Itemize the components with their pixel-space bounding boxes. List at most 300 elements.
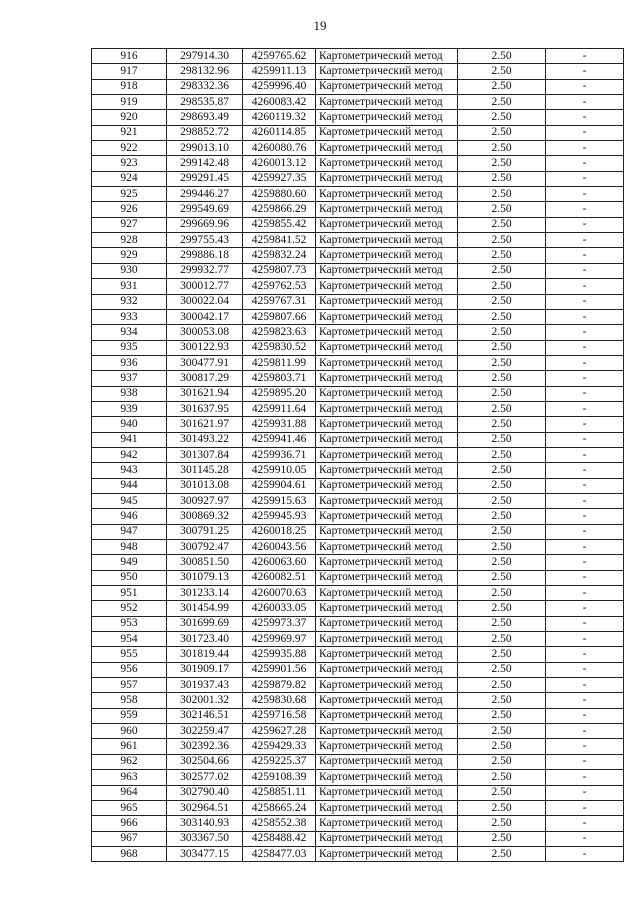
x-coordinate-cell: 299291.45 (167, 171, 243, 186)
table-row (92, 524, 624, 539)
method-cell: Картометрический метод (316, 156, 458, 171)
note-cell: - (546, 693, 624, 708)
y-coordinate-cell: 4259823.63 (243, 325, 316, 340)
y-coordinate-cell: 4259969.97 (243, 632, 316, 647)
point-number-cell: 955 (92, 647, 167, 662)
y-coordinate-cell: 4259945.93 (243, 509, 316, 524)
method-cell: Картометрический метод (316, 632, 458, 647)
x-coordinate-cell: 299013.10 (167, 141, 243, 156)
method-cell: Картометрический метод (316, 816, 458, 831)
accuracy-cell: 2.50 (458, 816, 546, 831)
table-row (92, 371, 624, 386)
table-row (92, 79, 624, 94)
method-cell: Картометрический метод (316, 64, 458, 79)
x-coordinate-cell: 302964.51 (167, 800, 243, 815)
y-coordinate-cell: 4259941.46 (243, 432, 316, 447)
table-row (92, 340, 624, 355)
x-coordinate-cell: 299142.48 (167, 156, 243, 171)
point-number-cell: 940 (92, 417, 167, 432)
accuracy-cell: 2.50 (458, 846, 546, 861)
note-cell: - (546, 125, 624, 140)
method-cell: Картометрический метод (316, 125, 458, 140)
y-coordinate-cell: 4259911.64 (243, 401, 316, 416)
y-coordinate-cell: 4260063.60 (243, 555, 316, 570)
table-row (92, 846, 624, 861)
method-cell: Картометрический метод (316, 95, 458, 110)
table-row (92, 678, 624, 693)
point-number-cell: 936 (92, 355, 167, 370)
note-cell: - (546, 386, 624, 401)
x-coordinate-cell: 299932.77 (167, 263, 243, 278)
point-number-cell: 960 (92, 724, 167, 739)
method-cell: Картометрический метод (316, 355, 458, 370)
note-cell: - (546, 187, 624, 202)
coordinates-table-body (92, 49, 624, 862)
method-cell: Картометрический метод (316, 846, 458, 861)
note-cell: - (546, 785, 624, 800)
method-cell: Картометрический метод (316, 248, 458, 263)
point-number-cell: 949 (92, 555, 167, 570)
x-coordinate-cell: 301819.44 (167, 647, 243, 662)
y-coordinate-cell: 4259973.37 (243, 616, 316, 631)
table-row (92, 509, 624, 524)
note-cell: - (546, 279, 624, 294)
note-cell: - (546, 662, 624, 677)
y-coordinate-cell: 4259807.73 (243, 263, 316, 278)
table-row (92, 141, 624, 156)
x-coordinate-cell: 298693.49 (167, 110, 243, 125)
accuracy-cell: 2.50 (458, 386, 546, 401)
x-coordinate-cell: 300042.17 (167, 309, 243, 324)
table-row (92, 432, 624, 447)
accuracy-cell: 2.50 (458, 79, 546, 94)
y-coordinate-cell: 4259225.37 (243, 754, 316, 769)
note-cell: - (546, 156, 624, 171)
table-row (92, 831, 624, 846)
y-coordinate-cell: 4259108.39 (243, 770, 316, 785)
accuracy-cell: 2.50 (458, 401, 546, 416)
y-coordinate-cell: 4260070.63 (243, 586, 316, 601)
point-number-cell: 944 (92, 478, 167, 493)
accuracy-cell: 2.50 (458, 524, 546, 539)
accuracy-cell: 2.50 (458, 555, 546, 570)
point-number-cell: 956 (92, 662, 167, 677)
accuracy-cell: 2.50 (458, 432, 546, 447)
note-cell: - (546, 432, 624, 447)
x-coordinate-cell: 301699.69 (167, 616, 243, 631)
point-number-cell: 919 (92, 95, 167, 110)
table-row (92, 708, 624, 723)
accuracy-cell: 2.50 (458, 371, 546, 386)
note-cell: - (546, 463, 624, 478)
point-number-cell: 926 (92, 202, 167, 217)
x-coordinate-cell: 301493.22 (167, 432, 243, 447)
method-cell: Картометрический метод (316, 79, 458, 94)
method-cell: Картометрический метод (316, 49, 458, 64)
y-coordinate-cell: 4260033.05 (243, 601, 316, 616)
note-cell: - (546, 309, 624, 324)
y-coordinate-cell: 4259762.53 (243, 279, 316, 294)
point-number-cell: 930 (92, 263, 167, 278)
accuracy-cell: 2.50 (458, 95, 546, 110)
x-coordinate-cell: 303367.50 (167, 831, 243, 846)
y-coordinate-cell: 4259996.40 (243, 79, 316, 94)
y-coordinate-cell: 4260013.12 (243, 156, 316, 171)
note-cell: - (546, 110, 624, 125)
y-coordinate-cell: 4260114.85 (243, 125, 316, 140)
method-cell: Картометрический метод (316, 754, 458, 769)
note-cell: - (546, 739, 624, 754)
x-coordinate-cell: 301233.14 (167, 586, 243, 601)
note-cell: - (546, 202, 624, 217)
y-coordinate-cell: 4259830.52 (243, 340, 316, 355)
note-cell: - (546, 171, 624, 186)
accuracy-cell: 2.50 (458, 770, 546, 785)
note-cell: - (546, 632, 624, 647)
x-coordinate-cell: 301723.40 (167, 632, 243, 647)
accuracy-cell: 2.50 (458, 831, 546, 846)
point-number-cell: 924 (92, 171, 167, 186)
method-cell: Картометрический метод (316, 739, 458, 754)
accuracy-cell: 2.50 (458, 586, 546, 601)
point-number-cell: 922 (92, 141, 167, 156)
y-coordinate-cell: 4258488.42 (243, 831, 316, 846)
x-coordinate-cell: 302259.47 (167, 724, 243, 739)
point-number-cell: 928 (92, 233, 167, 248)
table-row (92, 724, 624, 739)
x-coordinate-cell: 302392.36 (167, 739, 243, 754)
method-cell: Картометрический метод (316, 432, 458, 447)
y-coordinate-cell: 4259931.88 (243, 417, 316, 432)
y-coordinate-cell: 4259911.13 (243, 64, 316, 79)
note-cell: - (546, 754, 624, 769)
method-cell: Картометрический метод (316, 800, 458, 815)
y-coordinate-cell: 4259832.24 (243, 248, 316, 263)
x-coordinate-cell: 298852.72 (167, 125, 243, 140)
method-cell: Картометрический метод (316, 401, 458, 416)
note-cell: - (546, 570, 624, 585)
x-coordinate-cell: 300477.91 (167, 355, 243, 370)
table-row (92, 110, 624, 125)
method-cell: Картометрический метод (316, 678, 458, 693)
y-coordinate-cell: 4258477.03 (243, 846, 316, 861)
x-coordinate-cell: 297914.30 (167, 49, 243, 64)
point-number-cell: 946 (92, 509, 167, 524)
point-number-cell: 921 (92, 125, 167, 140)
table-row (92, 279, 624, 294)
note-cell: - (546, 340, 624, 355)
y-coordinate-cell: 4259904.61 (243, 478, 316, 493)
accuracy-cell: 2.50 (458, 632, 546, 647)
y-coordinate-cell: 4259429.33 (243, 739, 316, 754)
note-cell: - (546, 417, 624, 432)
accuracy-cell: 2.50 (458, 171, 546, 186)
x-coordinate-cell: 299755.43 (167, 233, 243, 248)
note-cell: - (546, 770, 624, 785)
accuracy-cell: 2.50 (458, 233, 546, 248)
point-number-cell: 962 (92, 754, 167, 769)
point-number-cell: 943 (92, 463, 167, 478)
point-number-cell: 966 (92, 816, 167, 831)
point-number-cell: 938 (92, 386, 167, 401)
point-number-cell: 935 (92, 340, 167, 355)
table-row (92, 187, 624, 202)
y-coordinate-cell: 4259935.88 (243, 647, 316, 662)
note-cell: - (546, 724, 624, 739)
x-coordinate-cell: 301637.95 (167, 401, 243, 416)
accuracy-cell: 2.50 (458, 110, 546, 125)
note-cell: - (546, 294, 624, 309)
x-coordinate-cell: 303140.93 (167, 816, 243, 831)
table-row (92, 294, 624, 309)
table-row (92, 217, 624, 232)
note-cell: - (546, 647, 624, 662)
accuracy-cell: 2.50 (458, 708, 546, 723)
x-coordinate-cell: 300122.93 (167, 340, 243, 355)
point-number-cell: 967 (92, 831, 167, 846)
accuracy-cell: 2.50 (458, 125, 546, 140)
point-number-cell: 925 (92, 187, 167, 202)
accuracy-cell: 2.50 (458, 493, 546, 508)
y-coordinate-cell: 4260082.51 (243, 570, 316, 585)
note-cell: - (546, 355, 624, 370)
point-number-cell: 929 (92, 248, 167, 263)
accuracy-cell: 2.50 (458, 739, 546, 754)
accuracy-cell: 2.50 (458, 463, 546, 478)
x-coordinate-cell: 301621.94 (167, 386, 243, 401)
y-coordinate-cell: 4259910.05 (243, 463, 316, 478)
x-coordinate-cell: 300817.29 (167, 371, 243, 386)
x-coordinate-cell: 302504.66 (167, 754, 243, 769)
accuracy-cell: 2.50 (458, 570, 546, 585)
accuracy-cell: 2.50 (458, 279, 546, 294)
point-number-cell: 941 (92, 432, 167, 447)
x-coordinate-cell: 299669.96 (167, 217, 243, 232)
accuracy-cell: 2.50 (458, 478, 546, 493)
table-row (92, 309, 624, 324)
method-cell: Картометрический метод (316, 831, 458, 846)
method-cell: Картометрический метод (316, 187, 458, 202)
point-number-cell: 927 (92, 217, 167, 232)
accuracy-cell: 2.50 (458, 616, 546, 631)
point-number-cell: 964 (92, 785, 167, 800)
note-cell: - (546, 509, 624, 524)
y-coordinate-cell: 4259855.42 (243, 217, 316, 232)
note-cell: - (546, 217, 624, 232)
table-row (92, 417, 624, 432)
accuracy-cell: 2.50 (458, 248, 546, 263)
table-row (92, 739, 624, 754)
y-coordinate-cell: 4259627.28 (243, 724, 316, 739)
note-cell: - (546, 616, 624, 631)
table-row (92, 555, 624, 570)
y-coordinate-cell: 4260043.56 (243, 540, 316, 555)
note-cell: - (546, 325, 624, 340)
method-cell: Картометрический метод (316, 110, 458, 125)
table-row (92, 401, 624, 416)
y-coordinate-cell: 4259767.31 (243, 294, 316, 309)
table-row (92, 355, 624, 370)
table-row (92, 540, 624, 555)
note-cell: - (546, 708, 624, 723)
y-coordinate-cell: 4259880.60 (243, 187, 316, 202)
table-row (92, 647, 624, 662)
method-cell: Картометрический метод (316, 263, 458, 278)
note-cell: - (546, 678, 624, 693)
table-row (92, 233, 624, 248)
point-number-cell: 918 (92, 79, 167, 94)
point-number-cell: 923 (92, 156, 167, 171)
x-coordinate-cell: 299886.18 (167, 248, 243, 263)
method-cell: Картометрический метод (316, 524, 458, 539)
table-row (92, 248, 624, 263)
method-cell: Картометрический метод (316, 233, 458, 248)
method-cell: Картометрический метод (316, 478, 458, 493)
note-cell: - (546, 493, 624, 508)
y-coordinate-cell: 4259765.62 (243, 49, 316, 64)
y-coordinate-cell: 4258552.38 (243, 816, 316, 831)
method-cell: Картометрический метод (316, 340, 458, 355)
accuracy-cell: 2.50 (458, 800, 546, 815)
point-number-cell: 932 (92, 294, 167, 309)
method-cell: Картометрический метод (316, 386, 458, 401)
x-coordinate-cell: 302001.32 (167, 693, 243, 708)
accuracy-cell: 2.50 (458, 754, 546, 769)
note-cell: - (546, 401, 624, 416)
y-coordinate-cell: 4259841.52 (243, 233, 316, 248)
x-coordinate-cell: 302790.40 (167, 785, 243, 800)
accuracy-cell: 2.50 (458, 217, 546, 232)
note-cell: - (546, 79, 624, 94)
point-number-cell: 957 (92, 678, 167, 693)
x-coordinate-cell: 300869.32 (167, 509, 243, 524)
table-row (92, 616, 624, 631)
method-cell: Картометрический метод (316, 693, 458, 708)
accuracy-cell: 2.50 (458, 601, 546, 616)
x-coordinate-cell: 301454.99 (167, 601, 243, 616)
accuracy-cell: 2.50 (458, 678, 546, 693)
method-cell: Картометрический метод (316, 294, 458, 309)
x-coordinate-cell: 301307.84 (167, 447, 243, 462)
note-cell: - (546, 540, 624, 555)
accuracy-cell: 2.50 (458, 156, 546, 171)
point-number-cell: 933 (92, 309, 167, 324)
x-coordinate-cell: 300927.97 (167, 493, 243, 508)
x-coordinate-cell: 299446.27 (167, 187, 243, 202)
table-row (92, 447, 624, 462)
x-coordinate-cell: 298535.87 (167, 95, 243, 110)
y-coordinate-cell: 4259811.99 (243, 355, 316, 370)
y-coordinate-cell: 4260119.32 (243, 110, 316, 125)
table-row (92, 632, 624, 647)
method-cell: Картометрический метод (316, 371, 458, 386)
accuracy-cell: 2.50 (458, 509, 546, 524)
table-row (92, 800, 624, 815)
x-coordinate-cell: 300851.50 (167, 555, 243, 570)
method-cell: Картометрический метод (316, 493, 458, 508)
method-cell: Картометрический метод (316, 647, 458, 662)
note-cell: - (546, 846, 624, 861)
note-cell: - (546, 233, 624, 248)
method-cell: Картометрический метод (316, 202, 458, 217)
table-row (92, 64, 624, 79)
point-number-cell: 945 (92, 493, 167, 508)
method-cell: Картометрический метод (316, 463, 458, 478)
accuracy-cell: 2.50 (458, 724, 546, 739)
point-number-cell: 939 (92, 401, 167, 416)
point-number-cell: 954 (92, 632, 167, 647)
table-row (92, 570, 624, 585)
point-number-cell: 920 (92, 110, 167, 125)
y-coordinate-cell: 4259866.29 (243, 202, 316, 217)
method-cell: Картометрический метод (316, 770, 458, 785)
table-row (92, 816, 624, 831)
accuracy-cell: 2.50 (458, 64, 546, 79)
note-cell: - (546, 248, 624, 263)
x-coordinate-cell: 301079.13 (167, 570, 243, 585)
table-row (92, 586, 624, 601)
y-coordinate-cell: 4259915.63 (243, 493, 316, 508)
table-row (92, 601, 624, 616)
y-coordinate-cell: 4259830.68 (243, 693, 316, 708)
table-row (92, 478, 624, 493)
y-coordinate-cell: 4258851.11 (243, 785, 316, 800)
method-cell: Картометрический метод (316, 662, 458, 677)
note-cell: - (546, 49, 624, 64)
table-row (92, 49, 624, 64)
table-row (92, 493, 624, 508)
x-coordinate-cell: 298332.36 (167, 79, 243, 94)
point-number-cell: 948 (92, 540, 167, 555)
accuracy-cell: 2.50 (458, 355, 546, 370)
point-number-cell: 942 (92, 447, 167, 462)
method-cell: Картометрический метод (316, 417, 458, 432)
point-number-cell: 951 (92, 586, 167, 601)
accuracy-cell: 2.50 (458, 647, 546, 662)
point-number-cell: 916 (92, 49, 167, 64)
accuracy-cell: 2.50 (458, 693, 546, 708)
y-coordinate-cell: 4260083.42 (243, 95, 316, 110)
note-cell: - (546, 601, 624, 616)
table-row (92, 171, 624, 186)
point-number-cell: 952 (92, 601, 167, 616)
note-cell: - (546, 816, 624, 831)
note-cell: - (546, 263, 624, 278)
y-coordinate-cell: 4259803.71 (243, 371, 316, 386)
table-row (92, 202, 624, 217)
method-cell: Картометрический метод (316, 540, 458, 555)
method-cell: Картометрический метод (316, 570, 458, 585)
method-cell: Картометрический метод (316, 279, 458, 294)
note-cell: - (546, 95, 624, 110)
accuracy-cell: 2.50 (458, 202, 546, 217)
accuracy-cell: 2.50 (458, 49, 546, 64)
method-cell: Картометрический метод (316, 586, 458, 601)
table-row (92, 463, 624, 478)
note-cell: - (546, 524, 624, 539)
y-coordinate-cell: 4259901.56 (243, 662, 316, 677)
x-coordinate-cell: 303477.15 (167, 846, 243, 861)
y-coordinate-cell: 4260018.25 (243, 524, 316, 539)
y-coordinate-cell: 4259936.71 (243, 447, 316, 462)
method-cell: Картометрический метод (316, 141, 458, 156)
accuracy-cell: 2.50 (458, 417, 546, 432)
table-row (92, 156, 624, 171)
y-coordinate-cell: 4259879.82 (243, 678, 316, 693)
method-cell: Картометрический метод (316, 309, 458, 324)
point-number-cell: 958 (92, 693, 167, 708)
x-coordinate-cell: 301621.97 (167, 417, 243, 432)
